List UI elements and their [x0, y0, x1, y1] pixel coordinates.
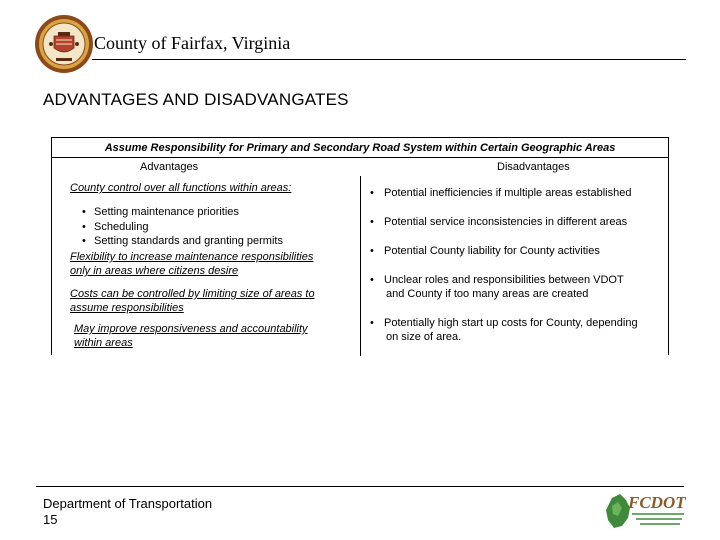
page-number: 15	[43, 512, 58, 527]
advantage-sub-item: • Setting maintenance priorities	[82, 205, 283, 220]
advantage-item	[70, 250, 313, 278]
disadvantage-item: • Potentially high start up costs for County, depending on size of area.	[370, 317, 638, 343]
advantage-item-line: within areas	[74, 337, 133, 349]
advantage-item: County control over all functions within areas:	[70, 182, 292, 194]
advantage-item-line: only in areas where citizens desire	[70, 265, 239, 277]
fcdot-logo	[604, 488, 686, 532]
advantage-item-line: Flexibility to increase maintenance responsibilities	[70, 251, 314, 263]
disadvantage-item: • Potential service inconsistencies in different areas	[370, 216, 628, 228]
advantage-sub-item: • Setting standards and granting permits	[82, 234, 283, 249]
header-title: County of Fairfax, Virginia	[94, 33, 291, 53]
footer-divider	[36, 486, 684, 487]
table-heading-divider	[52, 157, 668, 158]
advantage-item-line: Costs can be controlled by limiting size of areas to	[70, 288, 315, 300]
footer-department	[43, 496, 212, 528]
column-divider	[360, 176, 361, 356]
advantage-item-line: assume responsibilities	[70, 302, 184, 314]
table-heading: Assume Responsibility for Primary and Secondary Road System within Certain Geographic Areas	[104, 142, 616, 154]
comparison-table	[51, 137, 669, 355]
advantage-item-line: May improve responsiveness and accountability	[74, 323, 308, 335]
advantage-sub-item: • Scheduling	[82, 220, 283, 235]
disadvantage-item: • Unclear roles and responsibilities between VDOT and County if too many areas are created	[370, 274, 624, 300]
county-seal-logo	[34, 14, 94, 74]
advantages-column-header: Advantages	[140, 161, 199, 173]
disadvantage-item: • Potential inefficiencies if multiple areas established	[370, 187, 632, 199]
disadvantage-item: • Potential County liability for County activities	[370, 245, 600, 257]
slide-title: ADVANTAGES AND DISADVANGATES	[43, 90, 349, 109]
advantage-sub-list	[82, 205, 283, 249]
advantage-item	[70, 287, 315, 315]
department-name: Department of Transportation	[43, 496, 213, 511]
advantage-item	[74, 322, 308, 350]
fcdot-logo-text: FCDOT	[628, 493, 686, 512]
header-divider	[92, 59, 686, 60]
disadvantages-column-header: Disadvantages	[497, 161, 570, 173]
